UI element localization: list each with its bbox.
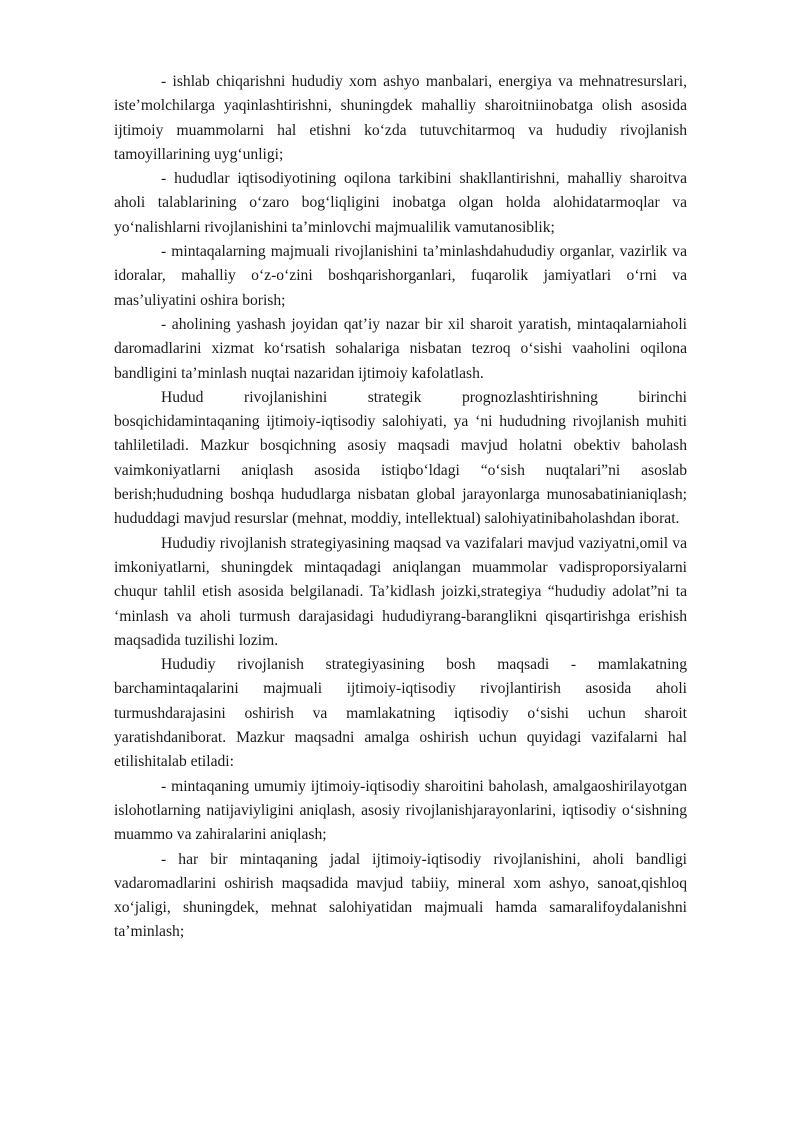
paragraph-5: Hudud rivojlanishini strategik prognozlashtirishning birinchi bosqichidamintaqaning ijtimoiy-iqtisodiy salohiyati, ya ‘ni hududning rivojlanish muhiti tahliletiladi. Mazkur bosqichning asosiy maqsadi mavjud holatni obektiv baholash vaimkoniyatlarni aniqlash asosida istiqbo‘ldagi “o‘sish nuqtalari”ni asoslab berish;hududning boshqa hududlarga nisbatan global jarayonlarga munosabatinianiqlash; hududdagi mavjud resurslar (mehnat, moddiy, intellektual) salohiyatinibaholashdan iborat. xyxy=(114,388,687,528)
paragraph-2: - hududlar iqtisodiyotining oqilona tarkibini shakllantirishni, mahalliy sharoitva aholi talablarining o‘zaro bog‘liqligini inobatga olgan holda alohidatarmoqlar va yo‘nalishlarni rivojlanishini ta’minlovchi majmualilik vamutanosiblik; xyxy=(114,170,687,236)
paragraph-6: Hududiy rivojlanish strategiyasining maqsad va vazifalari mavjud vaziyatni,omil va imkoniyatlarni, shuningdek mintaqadagi aniqlangan muammolar vadisproporsiyalarni chuqur tahlil etish asosida belgilanadi. Ta’kidlash joizki,strategiya “hududiy adolat”ni ta ‘minlash va aholi turmush darajasidagi hududiyrang-baranglikni qisqartirishga erishish maqsadida tuzilishi lozim. xyxy=(114,534,687,649)
paragraph-4: - aholining yashash joyidan qat’iy nazar bir xil sharoit yaratish, mintaqalarniaholi daromadlarini xizmat ko‘rsatish sohalariga nisbatan tezroq o‘sishi vaaholini oqilona bandligini ta’minlash nuqtai nazaridan ijtimoiy kafolatlash. xyxy=(114,315,687,382)
paragraph-3: - mintaqalarning majmuali rivojlanishini ta’minlashdahududiy organlar, vazirlik va idoralar, mahalliy o‘z-o‘zini boshqarishorganlari, fuqarolik jamiyatlari o‘rni va mas’uliyatini oshira borish; xyxy=(114,243,687,309)
paragraph-1: - ishlab chiqarishni hududiy xom ashyo manbalari, energiya va mehnatresurslari, iste’molchilarga yaqinlashtirishni, shuningdek mahalliy sharoitniinobatga olish asosida ijtimoiy muammolarni hal etishni ko‘zda tutuvchitarmoq va hududiy rivojlanish tamoyillarining uyg‘unligi; xyxy=(114,73,687,163)
paragraph-9: - har bir mintaqaning jadal ijtimoiy-iqtisodiy rivojlanishini, aholi bandligi vadaromadlarini oshirish maqsadida mavjud tabiiy, mineral xom ashyo, sanoat,qishloq xo‘jaligi, shuningdek, mehnat salohiyatidan majmuali hamda samaralifoydalanishni ta’minlash; xyxy=(114,850,687,941)
document-page xyxy=(114,70,687,945)
paragraph-7: Hududiy rivojlanish strategiyasining bosh maqsadi - mamlakatning barchamintaqalarini majmuali ijtimoiy-iqtisodiy rivojlantirish asosida aholi turmushdarajasini oshirish va mamlakatning iqtisodiy o‘sishi uchun sharoit yaratishdaniborat. Mazkur maqsadni amalga oshirish uchun quyidagi vazifalarni hal etilishitalab etiladi: xyxy=(114,656,687,771)
paragraph-8: - mintaqaning umumiy ijtimoiy-iqtisodiy sharoitini baholash, amalgaoshirilayotgan islohotlarning natijaviyligini aniqlash, asosiy rivojlanishjarayonlarini, iqtisodiy o‘sishning muammo va zahiralarini aniqlash; xyxy=(114,777,687,844)
